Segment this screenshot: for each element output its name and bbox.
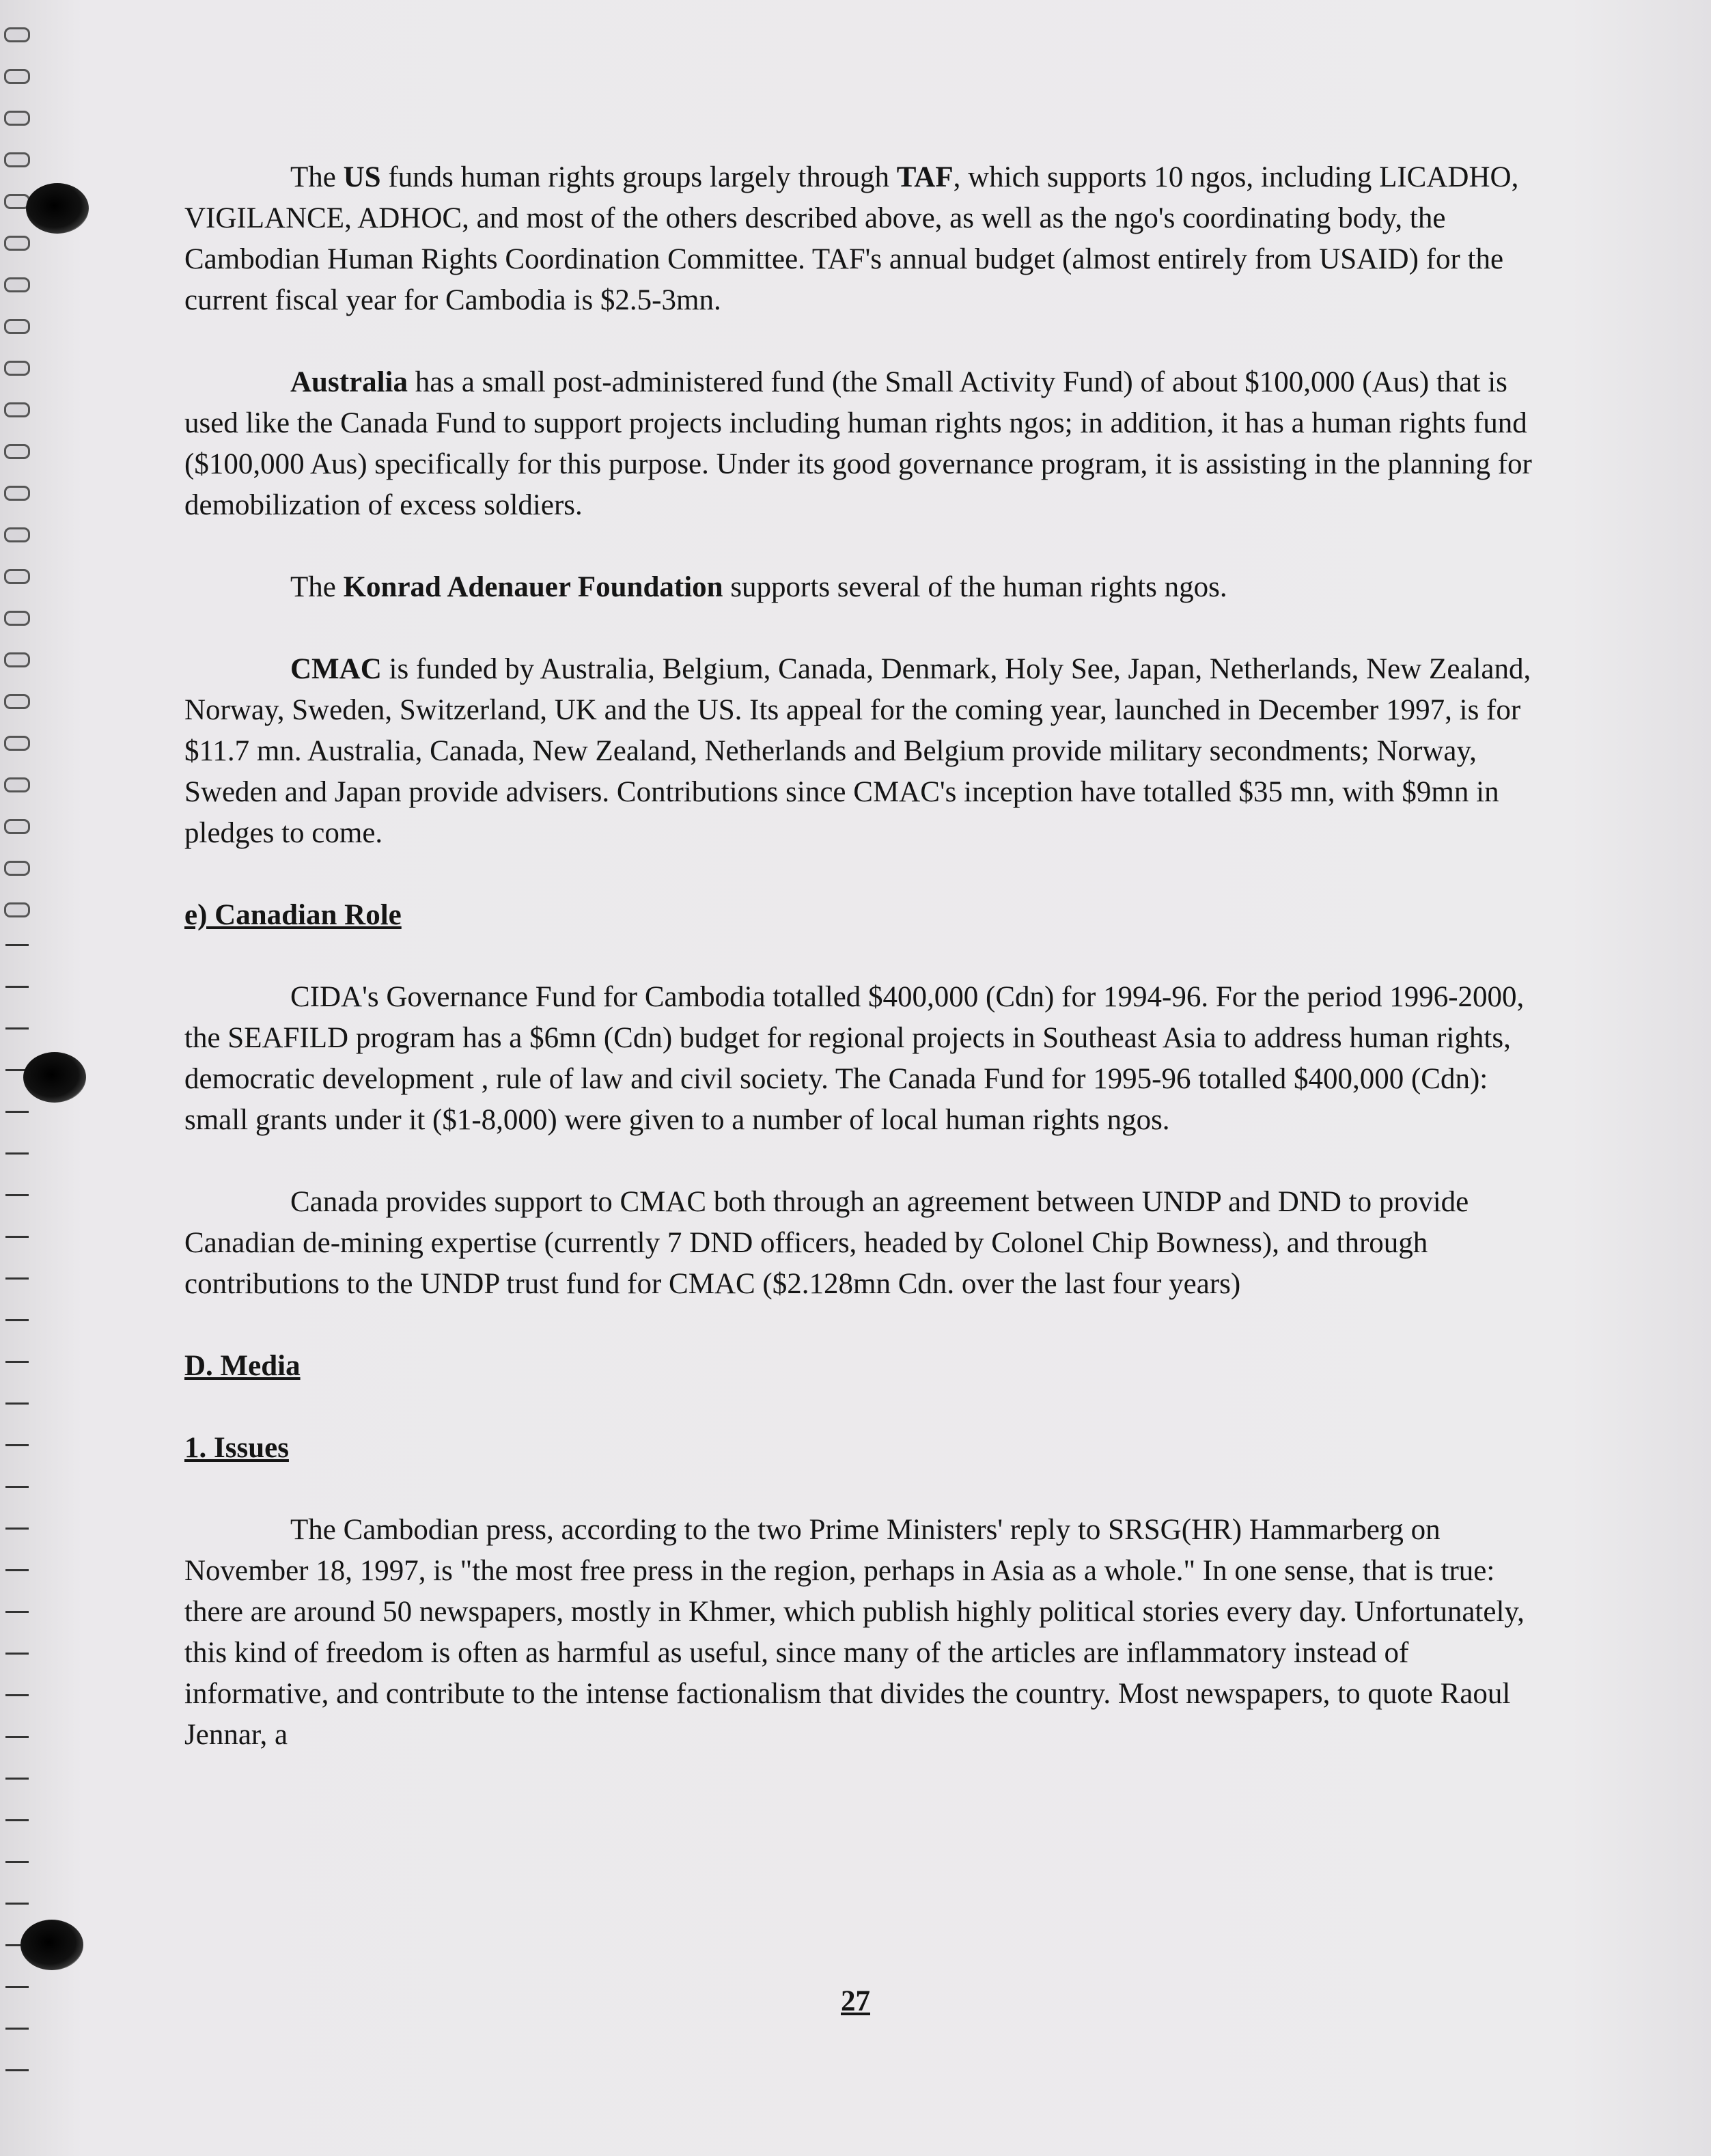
paragraph-cmac [184,649,1557,854]
binding-ring [5,1444,29,1446]
binding-ring [5,1694,29,1696]
binding-ring [5,1653,29,1655]
text-run: The [290,571,344,603]
binding-ring [5,1861,29,1863]
binding-ring [5,986,29,988]
binding-ring [4,277,30,292]
bold-run: US [343,161,381,193]
punch-hole [23,1052,86,1103]
heading-issues: 1. Issues [184,1432,289,1464]
binding-ring [5,2069,29,2071]
binding-ring [4,486,30,501]
binding-ring [5,1528,29,1530]
paragraph-canada-cmac: Canada provides support to CMAC both through an agreement between UNDP and DND to provide Canadian de-mining expertise (currently 7 DND officers, headed by Colonel Chip Bowness), and through contributions to the UNDP trust fund for CMAC ($2.128mn Cdn. over the last four years) [184,1186,1469,1300]
bold-run: TAF [896,161,954,193]
punch-hole [20,1920,83,1970]
bold-run: Australia [290,366,408,398]
binding-ring [4,569,30,584]
binding-ring [5,1194,29,1196]
binding-ring [5,1611,29,1613]
text-run: funds human rights groups largely through [380,161,897,193]
binding-ring [5,1152,29,1155]
binding-ring [5,1486,29,1488]
text-run: , which supports 10 ngos, including LICADHO, VIGILANCE, ADHOC, and most of the others described above, as well as the ngo's coordinating body, the Cambodian Human Rights Coordination Committee. TAF's annual budget (almost entirely from USAID) for the current fiscal year for Cambodia is $2.5-3mn. [184,161,1519,316]
binding-ring [5,1778,29,1780]
binding-ring [5,1569,29,1571]
heading-canadian-role: e) Canadian Role [184,899,402,931]
binding-ring [4,736,30,751]
paragraph-press: The Cambodian press, according to the two Prime Ministers' reply to SRSG(HR) Hammarberg on November 18, 1997, is "the most free press in the region, perhaps in Asia as a whole." In one sense, that is true: there are around 50 newspapers, mostly in Khmer, which publish highly political stories every day. Unfortunately, this kind of freedom is often as harmful as useful, since many of the articles are inflammatory instead of informative, and contribute to the intense factionalism that divides the country. Most newspapers, to quote Raoul Jennar, a [184,1514,1525,1751]
binding-ring [4,361,30,376]
binding-ring [4,152,30,167]
binding-ring [4,111,30,126]
binding-ring [4,861,30,876]
bold-run: CMAC [290,653,382,685]
binding-ring [4,69,30,84]
binding-ring [4,819,30,834]
binding-ring [5,1819,29,1821]
binding-ring [4,694,30,709]
binding-ring [5,1903,29,1905]
binding-ring [5,1277,29,1280]
binding-ring [5,1736,29,1738]
binding-ring [5,944,29,946]
binding-ring [4,444,30,459]
document-body [184,157,1557,1756]
binding-ring [5,2028,29,2030]
binding-ring [4,777,30,792]
binding-ring [5,1111,29,1113]
binding-ring [4,527,30,542]
page-number: 27 [841,1985,870,2017]
paragraph-australia [184,362,1557,526]
binding-ring [5,1027,29,1029]
heading-media: D. Media [184,1350,301,1382]
text-run: has a small post-administered fund (the Small Activity Fund) of about $100,000 (Aus) that is used like the Canada Fund to support projects including human rights ngos; in addition, it has a human rights fund ($100,000 Aus) specifically for this purpose. Under its good governance program, it is assisting in the planning for demobilization of excess soldiers. [184,366,1532,521]
paragraph-konrad [184,567,1557,608]
text-run: is funded by Australia, Belgium, Canada, Denmark, Holy See, Japan, Netherlands, New Zealand, Norway, Sweden, Switzerland, UK and the US. Its appeal for the coming year, launched in December 1997, is for $11.7 mn. Australia, Canada, New Zealand, Netherlands and Belgium provide military secondments; Norway, Sweden and Japan provide advisers. Contributions since CMAC's inception have totalled $35 mn, with $9mn in pledges to come. [184,653,1531,849]
binding-ring [4,652,30,667]
binding-ring [4,319,30,334]
binding-ring [5,1236,29,1238]
binding-ring [4,236,30,251]
binding-ring [4,611,30,626]
text-run: The [290,161,344,193]
binding-ring [5,1402,29,1405]
paragraph-us [184,157,1557,321]
text-run: supports several of the human rights ngos. [723,571,1227,603]
binding-ring [4,27,30,42]
binding-ring [5,1319,29,1321]
binding-ring [5,1361,29,1363]
binding-ring [4,902,30,917]
bold-run: Konrad Adenauer Foundation [343,571,723,603]
paragraph-cida: CIDA's Governance Fund for Cambodia totalled $400,000 (Cdn) for 1994-96. For the period 1996-2000, the SEAFILD program has a $6mn (Cdn) budget for regional projects in Southeast Asia to address human rights, democratic development , rule of law and civil society. The Canada Fund for 1995-96 totalled $400,000 (Cdn): small grants under it ($1-8,000) were given to a number of local human rights ngos. [184,981,1525,1136]
punch-hole [26,183,89,234]
binding-ring [4,402,30,417]
